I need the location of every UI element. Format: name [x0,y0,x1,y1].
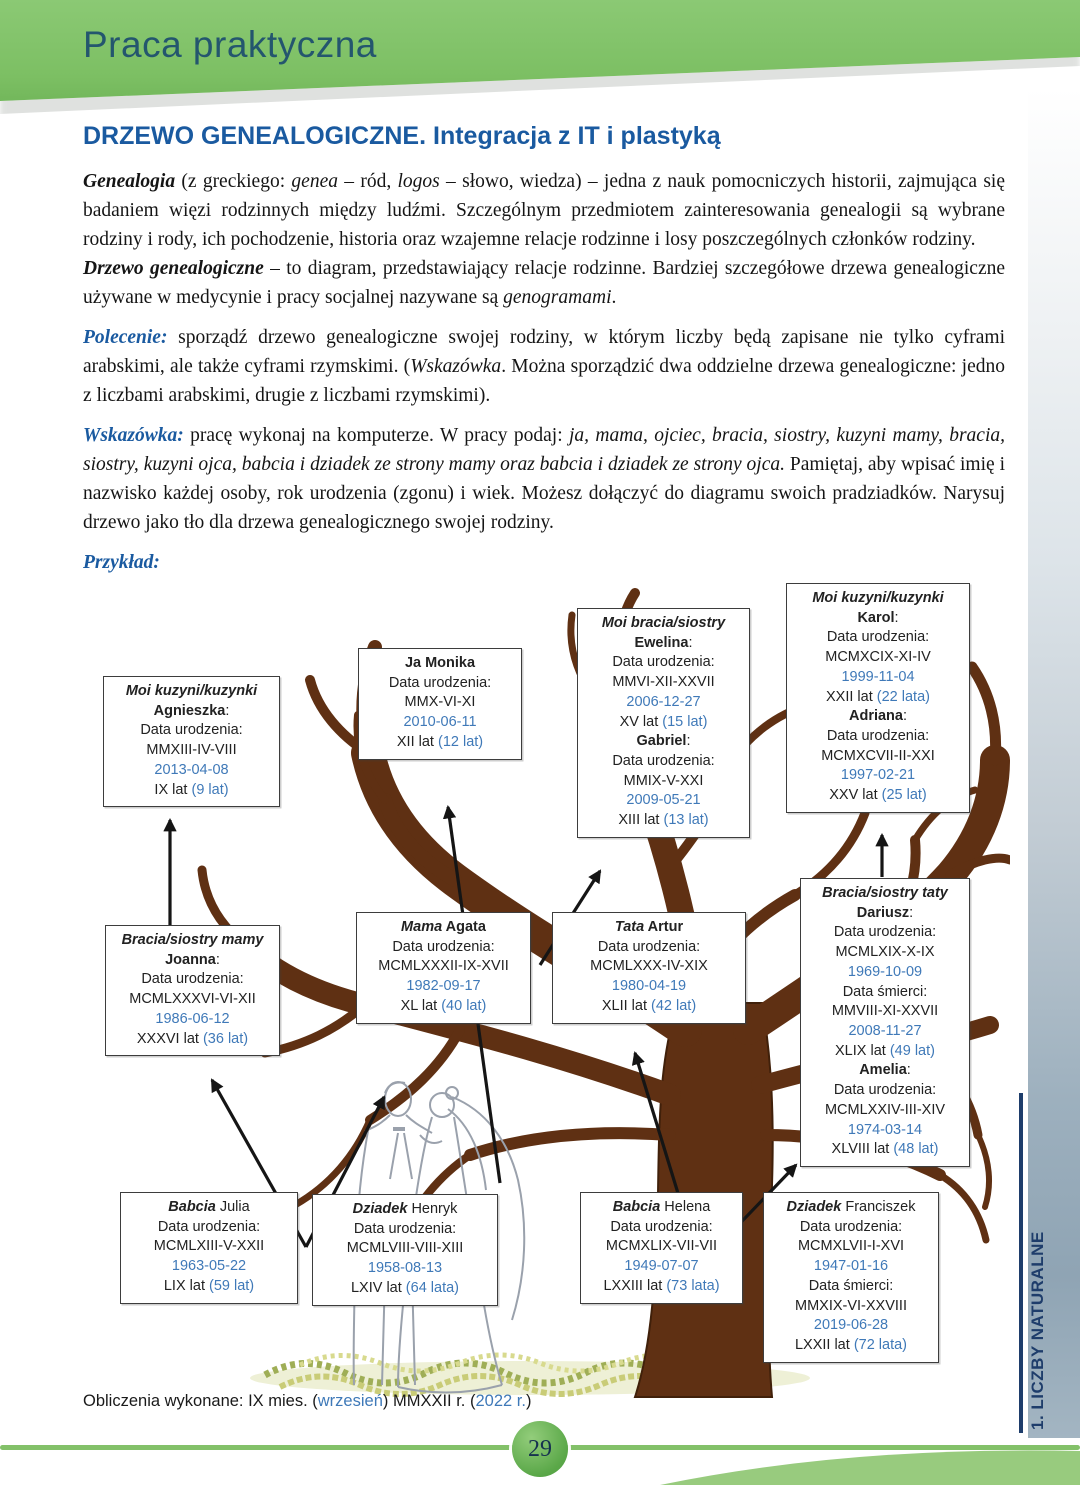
tree-box-line: 1997-02-21 [840,767,916,784]
tree-box-line: Data urodzenia: [597,938,701,955]
tree-box-line: IX lat (9 lat) [154,781,229,798]
tree-box-line: MMVI-XII-XXVII [612,674,715,691]
tree-box-line: 1974-03-14 [847,1121,923,1138]
tree-box-line: 1958-08-13 [367,1260,443,1277]
tree-box-line: Agnieszka: [153,702,230,719]
tree-box-line: XLII lat (42 lat) [601,997,697,1014]
paragraph-wskazowka: Wskazówka: pracę wykonaj na komputerze. W pracy podaj: ja, mama, ojciec, bracia, siostry, kuzyni mamy, bracia, siostry, kuzyni ojca, babcia i dziadek ze strony mamy oraz babcia i dziadek ze strony ojca. Pamiętaj, aby wpisać imię i nazwisko każdej osoby, rok urodzenia (zgonu) i wiek. Możesz dołączyć do diagramu swoich pradziadków. Narysuj drzewo jako tło dla drzewa genealogicznego swojej rodziny. [83,425,1005,533]
tree-box-line: 2008-11-27 [848,1023,922,1040]
example-label: Przykład: [83,552,160,573]
tree-box-line: XXV lat (25 lat) [829,787,927,804]
tree-box-line: XL lat (40 lat) [400,997,487,1014]
tree-box-moms-siblings [105,925,280,1056]
tree-box-line: Data urodzenia: [612,654,715,671]
tree-box-line: 1963-05-22 [171,1258,247,1275]
tree-box-grandma-julia [120,1192,298,1304]
tree-box-line: Data urodzenia: [140,722,243,739]
tree-box-line: Joanna: [165,951,220,968]
tree-box-grandpa-henryk [312,1194,498,1306]
page-number: 29 [528,1435,552,1462]
tree-box-line: Gabriel: [636,733,691,750]
tree-box-line: 1982-09-17 [406,978,481,995]
tree-box-line: Data urodzenia: [799,1218,903,1235]
tree-box-line: XXXVI lat (36 lat) [136,1030,249,1047]
tree-box-line: XLIX lat (49 lat) [835,1042,935,1059]
tree-box-line: XIII lat (13 lat) [618,812,709,829]
tree-box-line: XV lat (15 lat) [619,713,708,730]
tree-box-line: Data urodzenia: [826,728,930,745]
tree-box-line: Dziadek Franciszek [786,1199,916,1215]
tree-box-line: Data urodzenia: [392,938,495,955]
tree-box-line: Mama Agata [401,919,486,935]
tree-box-me-monika [358,648,522,760]
tree-box-grandpa-franciszek [763,1192,939,1363]
tree-box-line: Tata Artur [614,919,684,935]
tree-box-line: Data urodzenia: [388,674,492,691]
tree-box-line: 1947-01-16 [813,1258,889,1275]
tree-box-line: 1949-07-07 [624,1258,699,1275]
tree-box-line: XXII lat (22 lata) [826,688,930,705]
text-column [83,122,1005,577]
tree-box-line: LIX lat (59 lat) [163,1277,255,1294]
tree-box-line: LXIV lat (64 lata) [350,1279,459,1296]
tree-box-line: Data urodzenia: [610,1218,713,1235]
tree-box-line: MCMLXXX-IV-XIX [590,958,708,975]
tree-box-line: Data śmierci: [808,1277,894,1294]
tree-box-cousins-agnieszka [103,676,280,807]
page-number-badge [512,1421,568,1477]
tree-box-line: MCMXLIX-VII-VII [605,1238,718,1255]
tree-box-line: Babcia Julia [168,1199,250,1215]
tree-box-line: Adriana: [848,708,908,725]
tree-box-line: 1986-06-12 [155,1010,230,1027]
tree-box-line: 2013-04-08 [154,761,229,778]
tree-box-line: Babcia Helena [612,1199,711,1215]
tree-box-line: XLVIII lat (48 lat) [831,1141,939,1158]
tree-box-line: MCMXCIX-XI-IV [825,649,931,666]
tree-box-line: Dziadek Henryk [352,1201,458,1217]
chapter-rule [1019,1093,1023,1433]
tree-box-line: 1980-04-19 [611,978,687,995]
tree-box-line: Amelia: [859,1062,911,1079]
tree-box-line: Bracia/siostry taty [822,885,948,901]
tree-box-line: MMIX-V-XXI [623,772,704,789]
tree-box-dads-siblings [800,878,970,1167]
tree-box-line: Data urodzenia: [833,924,937,941]
tree-box-cousins-karol [786,583,970,813]
tree-box-line: MCMLXXXII-IX-XVII [378,958,509,975]
tree-box-line: 1969-10-09 [847,963,923,980]
tree-box-mom-agata [356,912,531,1024]
tree-box-line: 2019-06-28 [813,1317,889,1334]
tree-box-line: Dariusz: [856,904,914,921]
tree-box-line: Data urodzenia: [826,629,930,646]
tree-box-line: Bracia/siostry mamy [121,932,264,948]
paragraph-genealogia: Genealogia (z greckiego: genea – ród, logos – słowo, wiedza) – jedna z nauk pomocniczych historii, zajmująca się badaniem więzi rodzinnych między ludźmi. Szczególnym przedmiotem zainteresowania genealogii są wybrane rodziny i rody, ich pochodzenie, historia oraz wzajemne relacje rodzinne i losy poszczególnych członków rodziny. [83,171,1006,250]
tree-box-line: 2010-06-11 [403,714,477,731]
tree-box-line: Moi bracia/siostry [601,615,726,631]
tree-box-line: MMXIX-VI-XXVIII [795,1297,907,1314]
tree-box-line: LXXII lat (72 lata) [794,1337,908,1354]
tree-box-line: MMXIII-IV-VIII [146,742,237,759]
tree-box-line: Data urodzenia: [157,1218,261,1235]
tree-box-line: 2006-12-27 [626,693,701,710]
tree-box-line: MMVIII-XI-XXVII [831,1003,939,1020]
tree-box-dad-artur [552,912,746,1024]
tree-box-line: Ewelina: [634,634,693,651]
tree-box-grandma-helena [580,1192,743,1304]
tree-box-line: XII lat (12 lat) [396,733,484,750]
tree-box-line: 2009-05-21 [626,792,701,809]
header-band-title: Praca praktyczna [83,24,377,65]
tree-box-line: Data śmierci: [842,983,928,1000]
tree-box-line: Moi kuzyni/kuzynki [125,683,258,699]
tree-box-line: MCMLVIII-VIII-XIII [346,1240,464,1257]
tree-box-line: MCMLXXIV-III-XIV [824,1101,946,1118]
tree-box-line: 1999-11-04 [841,668,915,685]
tree-box-line: MCMLXIX-X-IX [835,944,935,961]
tree-box-line: MCMXCVII-II-XXI [821,747,935,764]
calculation-caption: Obliczenia wykonane: IX mies. (wrzesień) MMXXII r. (2022 r.) [83,1392,532,1410]
chapter-label: 1. LICZBY NATURALNE [1028,1231,1047,1430]
tree-box-line: MCMLXIII-V-XXII [153,1238,265,1255]
tree-box-line: Moi kuzyni/kuzynki [812,590,944,606]
paragraph-polecenie: Polecenie: sporządź drzewo genealogiczne swojej rodziny, w którym liczby będą zapisane nie tylko cyframi arabskimi, ale także cyframi rzymskimi. (Wskazówka. Można sporządzić dwa oddzielne drzewa genealogiczne: jedno z liczbami arabskimi, drugie z liczbami rzymskimi). [83,327,1006,406]
paragraph-drzewo: Drzewo genealogiczne – to diagram, przedstawiający relacje rodzinne. Bardziej szczegółowe drzewa genealogiczne używane w medycynie i pracy socjalnej nazywane są genogramami. [83,258,1006,308]
tree-box-line: Ja Monika [404,655,476,671]
tree-box-my-siblings [577,608,750,838]
tree-box-line: Data urodzenia: [612,753,715,770]
page-title: DRZEWO GENEALOGICZNE. Integracja z IT i plastyką [83,122,721,150]
tree-box-line: Data urodzenia: [833,1082,937,1099]
tree-box-line: Data urodzenia: [141,971,244,988]
tree-box-line: MMX-VI-XI [404,694,476,711]
tree-box-line: Data urodzenia: [353,1220,457,1237]
tree-box-line: MCMXLVII-I-XVI [797,1238,905,1255]
tree-box-line: Karol: [857,609,899,626]
tree-box-line: LXXIII lat (73 lata) [603,1277,720,1294]
family-tree-diagram [60,575,1010,1400]
tree-box-line: MCMLXXXVI-VI-XII [129,991,256,1008]
